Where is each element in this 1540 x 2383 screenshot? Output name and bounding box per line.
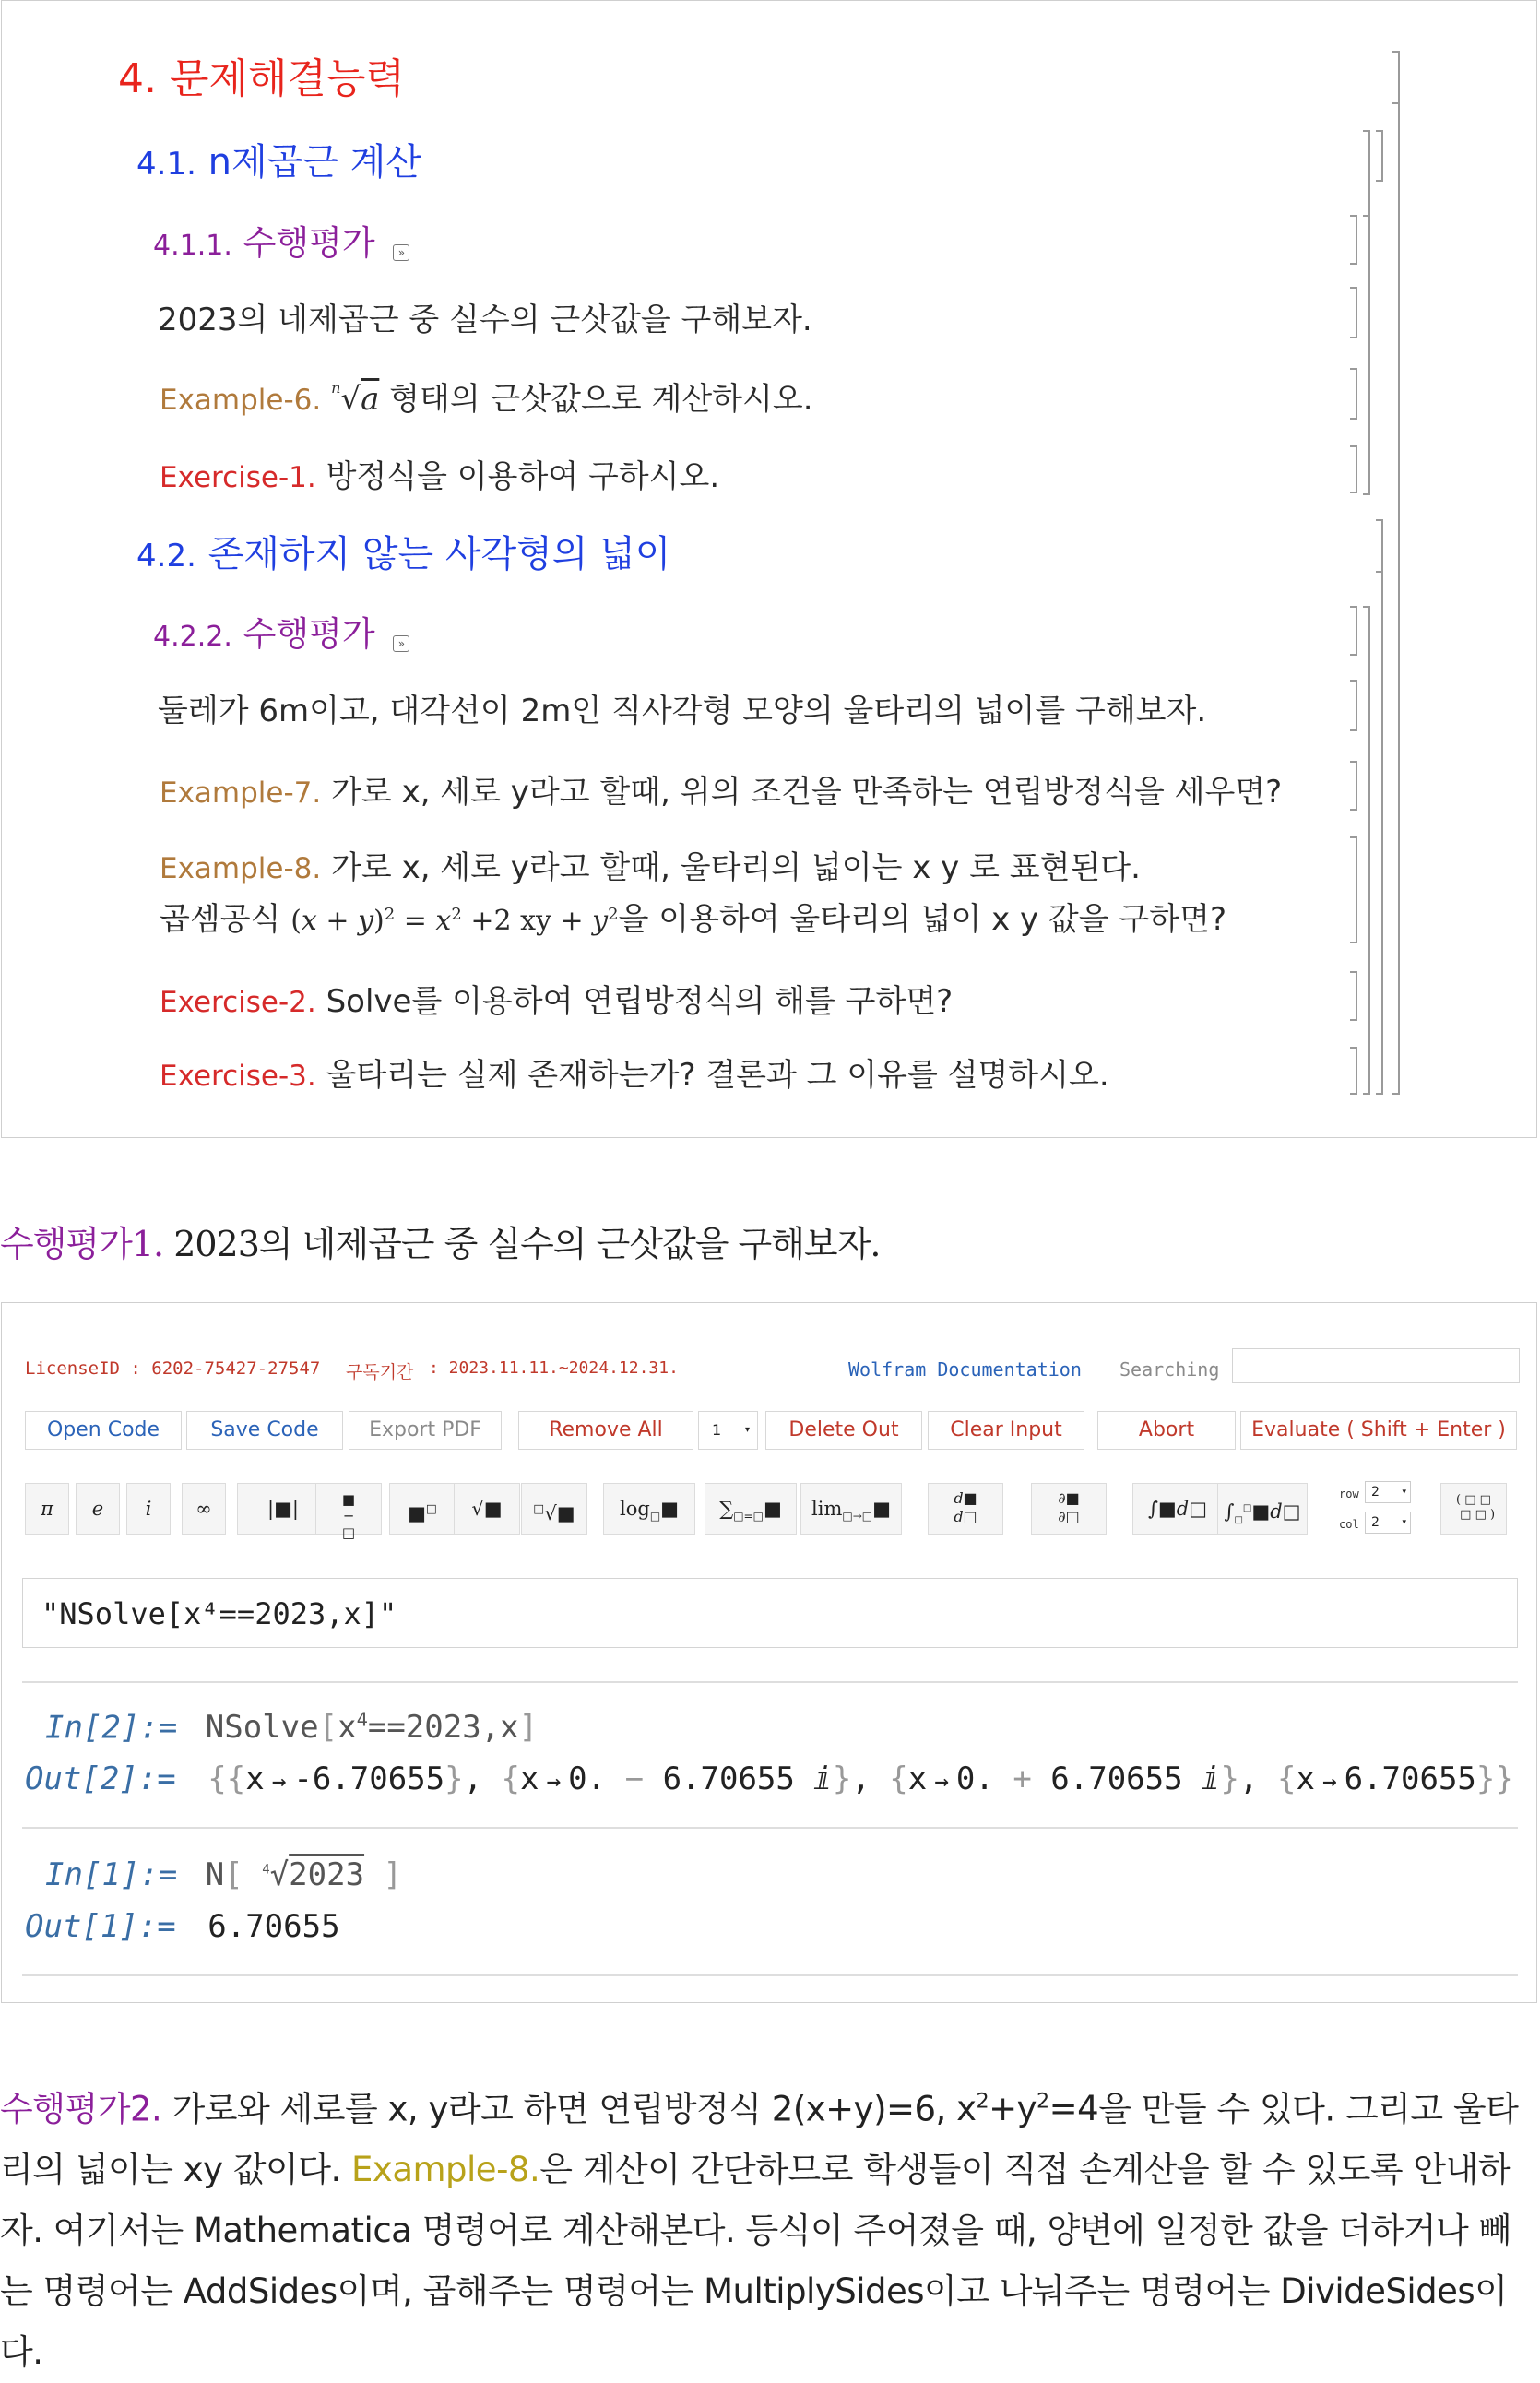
cell-bracket[interactable]: [1350, 215, 1357, 265]
definite-integral-button[interactable]: $\int_□^□■d□$: [1217, 1483, 1308, 1535]
e-button[interactable]: e: [76, 1483, 120, 1535]
cell-bracket[interactable]: [1350, 1047, 1357, 1095]
integral-button[interactable]: ∫■d□: [1132, 1483, 1223, 1535]
input-cell-2: [45, 1709, 538, 1746]
formula-intro: 곱셈공식: [160, 901, 281, 938]
abs-value-button[interactable]: |■|: [237, 1483, 329, 1535]
mathematica-web-app: [1, 1302, 1537, 2003]
evaluate-button[interactable]: Evaluate ( Shift + Enter ): [1240, 1411, 1517, 1450]
sqrt-button[interactable]: √■: [454, 1483, 520, 1535]
subsection-title: 존재하지 않는 사각형의 넓이: [207, 533, 671, 575]
subsubsection-heading-4-1-1: [153, 215, 409, 265]
example-8-line2: [160, 894, 1226, 939]
subsection-heading-4-2: [136, 525, 670, 577]
col-select[interactable]: [1365, 1512, 1411, 1534]
example-text: 가로 x, 세로 y라고 할때, 위의 조건을 만족하는 연립방정식을 세우면?: [331, 774, 1283, 811]
subsection-heading-4-1: [136, 133, 421, 185]
text-cell-2: 둘레가 6m이고, 대각선이 2m인 직사각형 모양의 울타리의 넓이를 구해보자.: [158, 693, 1207, 729]
group-bracket[interactable]: [1363, 606, 1370, 1095]
output-value: 6.70655: [207, 1908, 340, 1945]
cell-bracket[interactable]: [1376, 130, 1383, 182]
example-label: Example-6.: [160, 384, 322, 417]
out-label: Out[2]:=: [25, 1761, 176, 1797]
col-label: col: [1339, 1518, 1359, 1531]
remove-all-button[interactable]: Remove All: [518, 1411, 693, 1450]
output-expression: {{x → -6.70655}, {x → 0. − 6.70655 ⅈ}, {x → 0. + 6.70655 ⅈ}, {x → 6.70655}}: [207, 1761, 1514, 1797]
cell-bracket[interactable]: [1350, 761, 1357, 811]
derivative-button[interactable]: d■ d□: [928, 1483, 1003, 1535]
log-button[interactable]: $\log_□■$: [603, 1483, 695, 1535]
select-value: 1: [712, 1421, 722, 1439]
in-label: In[1]:=: [45, 1856, 178, 1893]
col-value: 2: [1371, 1515, 1380, 1530]
caption-label: 수행평가1.: [0, 1224, 164, 1264]
exercise-text: Solve를 이용하여 연립방정식의 해를 구하면?: [326, 983, 954, 1020]
paragraph-text: 은 계산이 간단하므로 학생들이 직접 손계산을 할 수 있도록 안내하자. 여기서는 Mathematica 명령어로 계산해본다. 등식이 주어졌을 때, 양변에 일정한 값을 더하거나 빼는 명령어는 AddSides이며, 곱해주는 명령어는 MultiplySides이고 나눠주는 명령어는 DivideSides이다.: [0, 2150, 1511, 2373]
subsubsection-title: 수행평가: [243, 223, 375, 263]
divider: [22, 1974, 1518, 1976]
cell-bracket[interactable]: [1350, 680, 1357, 731]
matrix-button[interactable]: ( □ □ □ □ ): [1440, 1483, 1507, 1535]
sum-button[interactable]: $\sum_{□=□}■$: [705, 1483, 797, 1535]
cell-bracket[interactable]: [1350, 606, 1357, 656]
input-expression: $NSolve[x^4==2023,x]$: [205, 1709, 539, 1747]
solution-imag: 6.70655: [1050, 1761, 1183, 1797]
search-input[interactable]: [1232, 1348, 1520, 1383]
cell-bracket[interactable]: [1350, 368, 1357, 420]
subsubsection-title: 수행평가: [243, 614, 375, 654]
nth-root-symbol: $^n$√a: [331, 379, 380, 418]
paragraph-text: 가로와 세로를 x, y라고 하면 연립방정식 2(x+y)=6,: [172, 2089, 946, 2129]
solution-imag: 6.70655: [662, 1761, 795, 1797]
group-bracket[interactable]: [1376, 519, 1383, 1095]
exercise-text: 방정식을 이용하여 구하시오.: [326, 458, 720, 495]
license-id: LicenseID : 6202-75427-27547: [25, 1358, 321, 1379]
export-pdf-button[interactable]: Export PDF: [349, 1411, 502, 1450]
collapse-icon[interactable]: »: [393, 244, 409, 261]
collapse-icon[interactable]: »: [393, 635, 409, 652]
exercise-text: 울타리는 실제 존재하는가? 결론과 그 이유를 설명하시오.: [326, 1057, 1109, 1094]
example-text: 가로 x, 세로 y라고 할때, 울타리의 넓이는 x y 로 표현된다.: [331, 849, 1141, 886]
i-button[interactable]: i: [126, 1483, 171, 1535]
square-formula: $(x + y)^2 = x^2 +2$ xy + $y^2$: [290, 905, 619, 937]
cell-bracket[interactable]: [1350, 287, 1357, 338]
fraction-button[interactable]: ■ ─ □: [315, 1483, 382, 1535]
abort-button[interactable]: Abort: [1097, 1411, 1236, 1450]
section-number: 4.: [118, 55, 157, 102]
exercise-3-cell: [160, 1049, 1109, 1095]
section-title: 문제해결능력: [169, 55, 406, 102]
caption-2-paragraph: [0, 2071, 1538, 2383]
example-reference: Example-8.: [351, 2150, 540, 2190]
clear-input-button[interactable]: Clear Input: [928, 1411, 1084, 1450]
chevron-down-icon: ▾: [1402, 1518, 1406, 1527]
output-cell-1: [25, 1908, 340, 1945]
pi-button[interactable]: π: [25, 1483, 69, 1535]
infinity-button[interactable]: ∞: [182, 1483, 226, 1535]
save-code-button[interactable]: Save Code: [186, 1411, 343, 1450]
exercise-label: Exercise-1.: [160, 461, 316, 494]
solution-real: 0.: [955, 1761, 994, 1797]
example-7-cell: [160, 766, 1282, 812]
subscription-label: 구독기간: [346, 1362, 414, 1382]
paragraph-text: 을 만들 수 있다. 그리고 울타리의 넓이는 xy 값이다.: [0, 2089, 1519, 2190]
subsubsection-number: 4.2.2.: [153, 621, 232, 653]
divider: [22, 1681, 1518, 1683]
caption-1: [0, 1215, 880, 1266]
circle-equation: $x^2+y^2=4$: [956, 2089, 1099, 2129]
in-label: In[2]:=: [45, 1709, 178, 1747]
example-label: Example-7.: [160, 777, 322, 810]
example-6-cell: [160, 373, 813, 419]
partial-derivative-button[interactable]: ∂■ ∂□: [1031, 1483, 1107, 1535]
input-expression: N[ $^4$√2023 ]: [205, 1856, 403, 1893]
group-bracket[interactable]: [1363, 130, 1370, 495]
group-bracket[interactable]: [1392, 51, 1400, 1095]
out-label: Out[1]:=: [25, 1908, 176, 1945]
chevron-down-icon: ▾: [744, 1425, 750, 1435]
delete-out-button[interactable]: Delete Out: [765, 1411, 922, 1450]
search-label: Searching: [1119, 1358, 1220, 1381]
caption-label: 수행평가2.: [0, 2089, 162, 2129]
exercise-label: Exercise-2.: [160, 986, 316, 1019]
code-input[interactable]: "NSolve[x⁴==2023,x]": [22, 1578, 1518, 1648]
power-button[interactable]: ■□: [389, 1483, 456, 1535]
row-value: 2: [1371, 1485, 1380, 1500]
cell-number-select[interactable]: [698, 1411, 758, 1450]
cell-bracket[interactable]: [1350, 445, 1357, 493]
divider: [22, 1827, 1518, 1829]
solution-value: 6.70655: [1344, 1761, 1476, 1797]
text-cell-1: 2023의 네제곱근 중 실수의 근삿값을 구해보자.: [158, 302, 812, 338]
subsection-number: 4.2.: [136, 538, 196, 575]
row-select[interactable]: [1365, 1481, 1411, 1503]
chevron-down-icon: ▾: [1402, 1488, 1406, 1497]
exercise-1-cell: [160, 451, 719, 496]
example-label: Example-8.: [160, 852, 322, 885]
cell-bracket[interactable]: [1350, 836, 1357, 943]
limit-button[interactable]: $\lim_{□\to□}■$: [800, 1483, 902, 1535]
example-8-cell: [160, 842, 1141, 887]
solution-real: 0.: [568, 1761, 607, 1797]
output-cell-2: [25, 1761, 1514, 1797]
open-code-button[interactable]: Open Code: [25, 1411, 182, 1450]
section-heading: [118, 45, 405, 104]
subscription-period: : 2023.11.11.~2024.12.31.: [429, 1358, 679, 1378]
notebook-panel: [1, 0, 1537, 1138]
exercise-label: Exercise-3.: [160, 1060, 316, 1093]
subsubsection-number: 4.1.1.: [153, 230, 232, 262]
exercise-2-cell: [160, 976, 953, 1021]
nth-root-button[interactable]: □√■: [521, 1483, 587, 1535]
cell-bracket[interactable]: [1350, 971, 1357, 1021]
subsubsection-heading-4-2-2: [153, 606, 409, 656]
solution-value: -6.70655: [293, 1761, 445, 1797]
formula-text: 을 이용하여 울타리의 넓이 x y 값을 구하면?: [618, 901, 1227, 938]
input-cell-1: [45, 1856, 402, 1893]
row-label: row: [1339, 1488, 1359, 1500]
example-text: 형태의 근삿값으로 계산하시오.: [389, 381, 813, 418]
wolfram-documentation-link[interactable]: Wolfram Documentation: [848, 1358, 1082, 1381]
subsection-title: n제곱근 계산: [207, 141, 421, 184]
caption-text: 2023의 네제곱근 중 실수의 근삿값을 구해보자.: [173, 1224, 881, 1264]
subsection-number: 4.1.: [136, 146, 196, 183]
